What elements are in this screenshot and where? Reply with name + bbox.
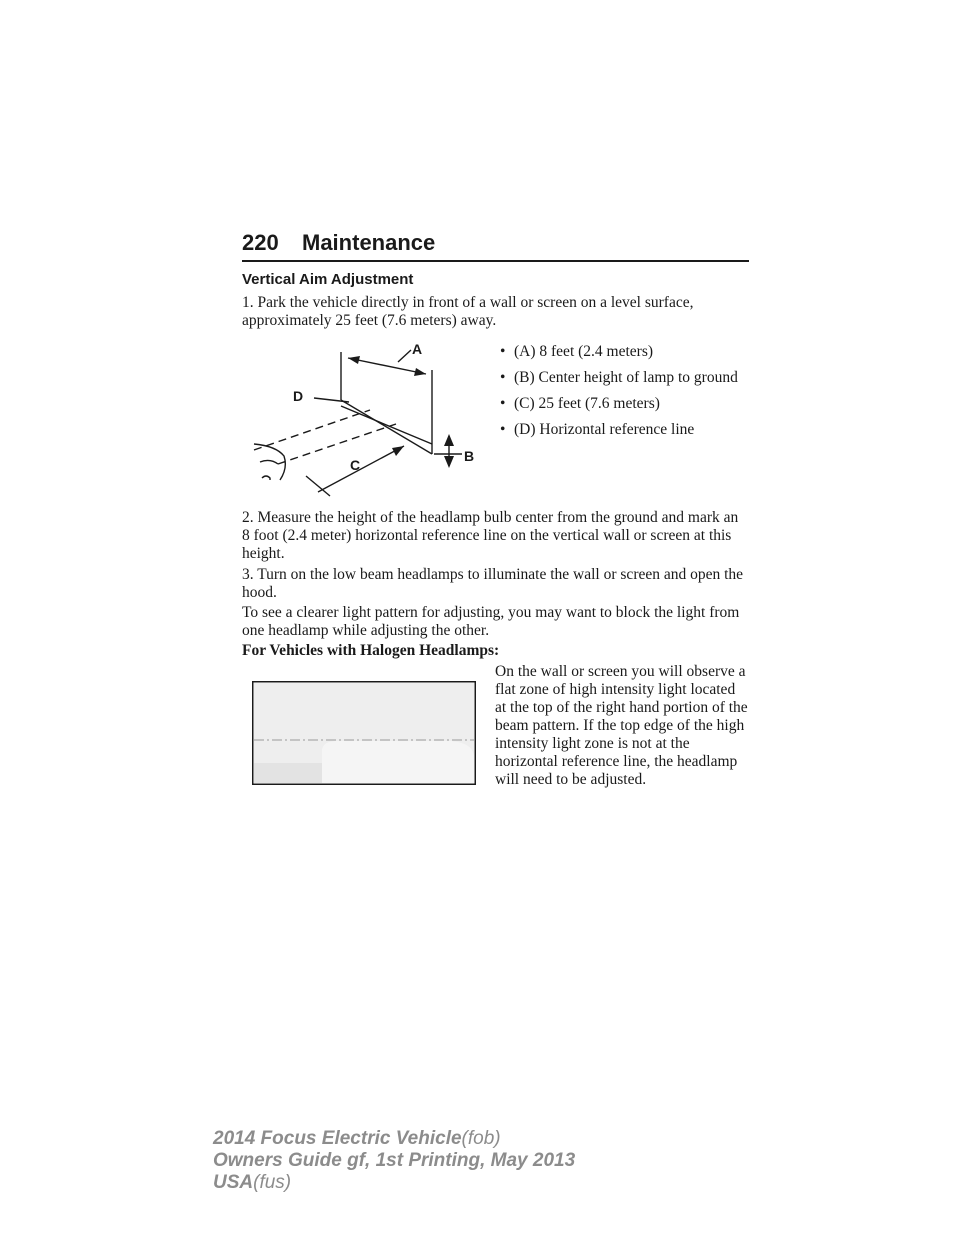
page-header	[242, 228, 749, 262]
list-item	[500, 369, 750, 387]
label-d: D	[293, 388, 304, 404]
section-title: Maintenance	[302, 230, 436, 255]
document-footer	[213, 1128, 575, 1194]
footer-line-3	[213, 1172, 575, 1194]
car-hood-outline	[254, 444, 285, 480]
arrowhead-c	[392, 446, 404, 456]
arrowhead-a-left	[348, 356, 360, 364]
arrowhead-b-up	[444, 434, 454, 446]
wall-bottom-edge	[341, 400, 432, 454]
list-item-text: (D) Horizontal reference line	[514, 421, 695, 438]
footer-line-2: Owners Guide gf, 1st Printing, May 2013	[213, 1150, 576, 1171]
header-rule	[242, 260, 749, 262]
list-item-text: (A) 8 feet (2.4 meters)	[514, 343, 654, 360]
dimension-a-line	[348, 358, 426, 374]
page-number: 220	[242, 230, 279, 255]
vertical-aim-diagram	[248, 340, 488, 500]
footer-region-code: (fus)	[253, 1172, 292, 1193]
halogen-heading: For Vehicles with Halogen Headlamps:	[242, 642, 500, 659]
list-item	[500, 343, 750, 361]
bullet-marker: •	[500, 395, 506, 412]
bullet-marker: •	[500, 369, 506, 386]
list-item	[500, 395, 750, 413]
bullet-marker: •	[500, 421, 506, 438]
label-c: C	[350, 457, 361, 473]
beam-dash-lower	[278, 424, 396, 464]
footer-model: 2014 Focus Electric Vehicle	[213, 1128, 462, 1149]
footer-line-1	[213, 1128, 575, 1150]
section-heading: Vertical Aim Adjustment	[242, 271, 414, 288]
step-3-text: 3. Turn on the low beam headlamps to illuminate the wall or screen and open the hood.	[242, 566, 744, 601]
high-intensity-zone	[322, 741, 474, 783]
dimension-legend-list	[500, 343, 750, 447]
halogen-description: On the wall or screen you will observe a flat zone of high intensity light located at the top of the right hand portion of the beam pattern. If the top edge of the high intensity light zone is not at the horizontal reference line, the headlamp will need to be adjusted.	[495, 663, 748, 788]
tip-text: To see a clearer light pattern for adjusting, you may want to block the light from one headlamp while adjusting the other.	[242, 604, 740, 639]
footer-model-code: (fob)	[461, 1128, 501, 1149]
arrowhead-b-down	[444, 456, 454, 468]
bullet-marker: •	[500, 343, 506, 360]
headlamp-outline	[260, 460, 278, 464]
dimension-c-tick	[306, 476, 330, 496]
step-1-text: 1. Park the vehicle directly in front of a wall or screen on a level surface, approximately 25 feet (7.6 meters) away.	[242, 294, 694, 329]
label-d-leader	[314, 398, 349, 402]
arrowhead-a-right	[414, 368, 426, 376]
list-item-text: (C) 25 feet (7.6 meters)	[514, 395, 660, 412]
wheel-outline	[262, 476, 270, 480]
beam-dash-upper	[254, 410, 370, 450]
list-item	[500, 421, 750, 439]
label-b: B	[464, 448, 475, 464]
list-item-text: (B) Center height of lamp to ground	[514, 369, 738, 386]
footer-region: USA	[213, 1172, 254, 1193]
step-2-text: 2. Measure the height of the headlamp bulb center from the ground and mark an 8 foot (2.4 meter) horizontal reference line on the vertical wall or screen at this height.	[242, 509, 739, 562]
beam-pattern-diagram	[252, 681, 476, 785]
label-a-leader	[398, 350, 411, 362]
dimension-c-line	[318, 446, 404, 492]
label-a: A	[412, 341, 423, 357]
